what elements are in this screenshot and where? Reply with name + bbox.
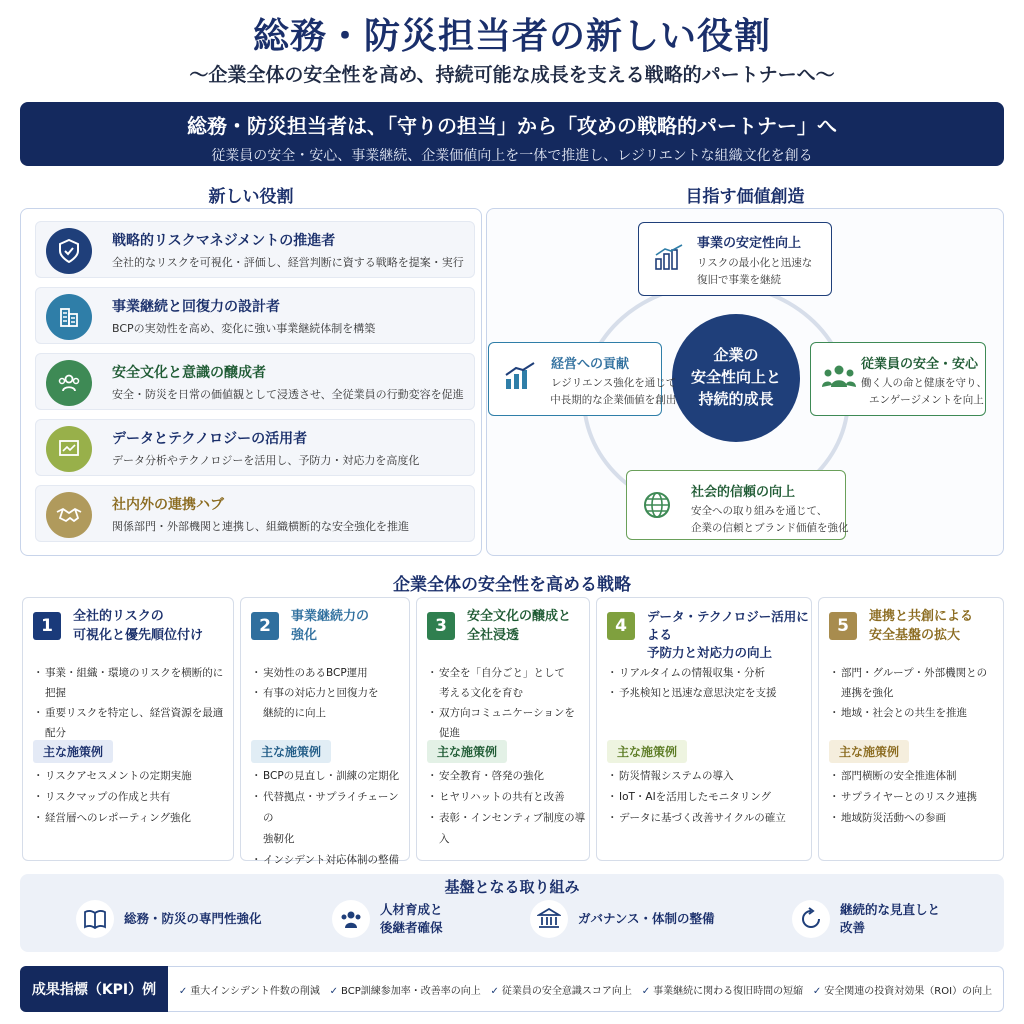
role-title: 社内外の連携ハブ	[112, 497, 224, 513]
page-subtitle: 〜企業全体の安全性を高め、持続可能な成長を支える戦略的パートナーへ〜	[189, 64, 835, 86]
strategy-point: ・ 予兆検知と迅速な意思決定を支援	[609, 684, 777, 704]
strategy-point: ・ 部門・グループ・外部機関との	[831, 664, 987, 684]
value-box-desc	[697, 255, 812, 289]
strategy-card	[416, 597, 590, 861]
foundation-item	[530, 900, 715, 938]
measure-tag: 主な施策例	[607, 740, 687, 763]
check-icon: ✓	[641, 985, 651, 997]
value-box-title: 従業員の安全・安心	[861, 357, 979, 372]
check-icon: ✓	[490, 985, 499, 997]
roles-heading: 新しい役割	[208, 187, 294, 207]
role-title: 事業継続と回復力の設計者	[112, 299, 280, 315]
value-box-management	[488, 342, 677, 416]
measure-item: ・ 安全教育・啓発の強化	[429, 766, 589, 787]
kpi-text: 事業継続に関わる復旧時間の短縮	[653, 985, 804, 997]
kpi-item	[813, 982, 992, 997]
strategy-point-cont: 促進	[439, 726, 460, 739]
role-item	[35, 221, 475, 278]
measure-tag: 主な施策例	[251, 740, 331, 763]
value-box-employee	[810, 342, 986, 416]
strategy-points	[609, 664, 777, 704]
role-title: 戦略的リスクマネジメントの推進者	[112, 233, 336, 249]
strategy-title-line: 事業継続力の	[291, 609, 370, 624]
strategy-title-line: 連携と共創による	[869, 609, 974, 624]
value-box-desc	[861, 375, 987, 409]
kpi-item	[179, 982, 320, 997]
center-line: 持続的成長	[698, 389, 774, 408]
strategy-point-cont: 考える文化を育む	[439, 686, 523, 699]
strategy-points	[253, 664, 379, 724]
page-title: 総務・防災担当者の新しい役割	[252, 16, 771, 57]
role-desc: 全社的なリスクを可視化・評価し、経営判断に資する戦略を提案・実行	[112, 256, 464, 269]
measure-item: ・ ヒヤリハットの共有と改善	[429, 787, 589, 808]
measure-item: ・ 代替拠点・サプライチェーンの	[253, 787, 409, 829]
measure-item: ・ 部門横断の安全推進体制	[831, 766, 977, 787]
strategy-title-line: 全社浸透	[467, 627, 520, 643]
role-title: 安全文化と意識の醸成者	[112, 365, 266, 381]
value-box-stability	[638, 222, 832, 296]
strategy-title-line: 安全基盤の拡大	[869, 627, 961, 643]
measure-item: ・ IoT・AIを活用したモニタリング	[609, 787, 786, 808]
bar-chart-icon	[653, 243, 685, 278]
strategy-points	[429, 664, 575, 744]
kpi-item	[491, 982, 632, 997]
measure-item: ・ リスクマップの作成と共有	[35, 787, 192, 808]
strategy-title-line: 可視化と優先順位付け	[73, 627, 204, 643]
value-heading: 目指す価値創造	[685, 187, 805, 207]
people-icon	[46, 360, 92, 406]
measure-item: ・ BCPの見直し・訓練の定期化	[253, 766, 409, 787]
role-item	[35, 485, 475, 542]
measure-list	[253, 766, 409, 871]
role-item	[35, 287, 475, 344]
measure-tag: 主な施策例	[427, 740, 507, 763]
foundation-label	[380, 901, 443, 937]
measure-item: ・ リスクアセスメントの定期実施	[35, 766, 192, 787]
kpi-item	[330, 982, 481, 997]
handshake-icon	[46, 492, 92, 538]
strategy-number: 3	[427, 612, 455, 640]
foundation-label	[840, 901, 940, 937]
role-desc: BCPの実効性を高め、変化に強い事業継続体制を構築	[112, 322, 376, 335]
value-box-title: 社会的信頼の向上	[691, 485, 796, 500]
strategy-title	[467, 608, 571, 646]
kpi-text: 重大インシデント件数の削減	[190, 985, 320, 997]
foundation-label	[578, 910, 715, 928]
foundation-label-line: 継続的な見直しと	[840, 901, 941, 917]
role-desc: 安全・防災を日常の価値観として浸透させ、全従業員の行動変容を促進	[112, 388, 464, 401]
measure-item: ・ 地域防災活動への参画	[831, 808, 977, 829]
strategy-title-line: データ・テクノロジー活用による	[647, 609, 809, 643]
value-box-desc-line: エンゲージメントを向上	[869, 393, 984, 406]
strategy-title	[291, 608, 369, 646]
kpi-text: 従業員の安全意識スコア向上	[501, 985, 632, 997]
people-icon	[332, 900, 370, 938]
foundation-label-line: 総務・防災の専門性強化	[124, 910, 262, 926]
role-title: データとテクノロジーの活用者	[112, 431, 308, 447]
measure-list	[831, 766, 977, 829]
banner-main-text: 総務・防災担当者は、「守りの担当」から「攻めの戦略的パートナー」へ	[187, 114, 837, 138]
value-center-circle	[672, 314, 800, 442]
role-item	[35, 353, 475, 410]
shield-check-icon	[46, 228, 92, 274]
strategy-points	[831, 664, 987, 724]
value-box-title: 経営への貢献	[551, 357, 630, 372]
center-line: 安全性向上と	[690, 368, 781, 387]
measure-item: ・ 防災情報システムの導入	[609, 766, 786, 787]
institution-icon	[530, 900, 568, 938]
value-box-desc-line: 企業の信頼とブランド価値を強化	[691, 521, 849, 534]
strategy-card	[818, 597, 1004, 861]
strategy-card	[22, 597, 234, 861]
measure-tag: 主な施策例	[33, 740, 113, 763]
measure-item: ・ サプライヤーとのリスク連携	[831, 787, 977, 808]
foundation-panel	[20, 874, 1004, 952]
strategy-point: ・ 安全を「自分ごと」として	[429, 664, 575, 684]
kpi-text: BCP訓練参加率・改善率の向上	[341, 985, 481, 997]
strategy-title-line: 安全文化の醸成と	[467, 609, 572, 624]
strategy-points	[35, 664, 233, 744]
strategy-title	[647, 608, 811, 662]
kpi-panel	[168, 966, 1004, 1012]
strategy-point-cont: 継続的に向上	[263, 706, 326, 719]
strategy-point: ・ 有事の対応力と回復力を	[253, 684, 379, 704]
value-box-desc	[515, 375, 676, 409]
foundation-label	[124, 910, 262, 928]
globe-icon	[641, 489, 673, 528]
strategy-card	[240, 597, 410, 866]
measure-item: ・ インシデント対応体制の整備	[253, 850, 409, 871]
value-box-desc	[691, 503, 849, 537]
strategy-number: 1	[33, 612, 61, 640]
strategy-point: ・ リアルタイムの情報収集・分析	[609, 664, 777, 684]
value-box-trust	[626, 470, 849, 540]
measure-item: ・ データに基づく改善サイクルの確立	[609, 808, 786, 829]
foundation-heading: 基盤となる取り組み	[444, 878, 580, 896]
strategy-title-line: 強化	[291, 627, 318, 643]
value-box-desc-line: 中長期的な企業価値を創出	[550, 393, 677, 406]
value-box-desc-line: 働く人の命と健康を守り、	[861, 377, 987, 389]
cycle-icon	[792, 900, 830, 938]
roles-panel	[20, 208, 482, 556]
check-icon: ✓	[812, 985, 822, 997]
key-message-banner	[20, 102, 1004, 166]
kpi-text: 安全関連の投資対効果（ROI）の向上	[824, 985, 993, 997]
foundation-item	[792, 900, 940, 938]
building-icon	[46, 294, 92, 340]
value-box-desc-line: 復旧で事業を継続	[697, 273, 781, 286]
team-icon	[821, 363, 857, 396]
strategy-number: 4	[607, 612, 635, 640]
role-desc: 関係部門・外部機関と連携し、組織横断的な安全強化を推進	[112, 520, 409, 533]
strategy-point-cont: 連携を強化	[841, 686, 894, 699]
strategy-title	[73, 608, 203, 646]
strategy-point: ・ 事業・組織・環境のリスクを横断的に把握	[35, 664, 233, 704]
strategy-number: 2	[251, 612, 279, 640]
check-icon: ✓	[178, 985, 188, 997]
strategy-point: ・ 重要リスクを特定し、経営資源を最適配分	[35, 704, 233, 744]
book-icon	[76, 900, 114, 938]
strategy-title	[869, 608, 973, 646]
measure-list	[609, 766, 786, 829]
strategy-point: ・ 地域・社会との共生を推進	[831, 704, 987, 724]
measure-tag: 主な施策例	[829, 740, 909, 763]
measure-item-cont: 強靭化	[263, 833, 295, 845]
foundation-item	[332, 900, 443, 938]
measure-item: ・ 表彰・インセンティブ制度の導入	[429, 808, 589, 850]
value-box-desc-line: 安全への取り組みを通じて、	[691, 505, 828, 517]
strategy-number: 5	[829, 612, 857, 640]
strategy-card	[596, 597, 812, 861]
kpi-item	[642, 982, 803, 997]
strategy-point: ・ 双方向コミュニケーションを	[429, 704, 575, 724]
foundation-label-line: 改善	[840, 920, 866, 935]
dashboard-icon	[46, 426, 92, 472]
foundation-label-line: 後継者確保	[380, 920, 443, 935]
strategy-heading: 企業全体の安全性を高める戦略	[393, 575, 631, 595]
strategy-title-line: 予防力と対応力の向上	[647, 645, 773, 661]
foundation-item	[76, 900, 262, 938]
center-line: 企業の	[713, 346, 759, 365]
role-item	[35, 419, 475, 476]
role-desc: データ分析やテクノロジーを活用し、予防力・対応力を高度化	[112, 454, 420, 467]
measure-item: ・ 経営層へのレポーティング強化	[35, 808, 192, 829]
check-icon: ✓	[329, 985, 339, 997]
measure-list	[35, 766, 192, 829]
strategy-point: ・ 実効性のあるBCP運用	[253, 664, 379, 684]
banner-sub-text: 従業員の安全・安心、事業継続、企業価値向上を一体で推進し、レジリエントな組織文化を創る	[211, 148, 813, 164]
foundation-label-line: ガバナンス・体制の整備	[578, 910, 715, 926]
kpi-label: 成果指標（KPI）例	[20, 966, 168, 1012]
value-box-desc-line: リスクの最小化と迅速な	[697, 257, 813, 269]
strategy-title-line: 全社的リスクの	[73, 609, 164, 624]
foundation-label-line: 人材育成と	[380, 901, 443, 917]
measure-list	[429, 766, 589, 850]
value-box-desc-line: レジリエンス強化を通じて	[551, 377, 677, 389]
value-box-title: 事業の安定性向上	[697, 236, 802, 251]
